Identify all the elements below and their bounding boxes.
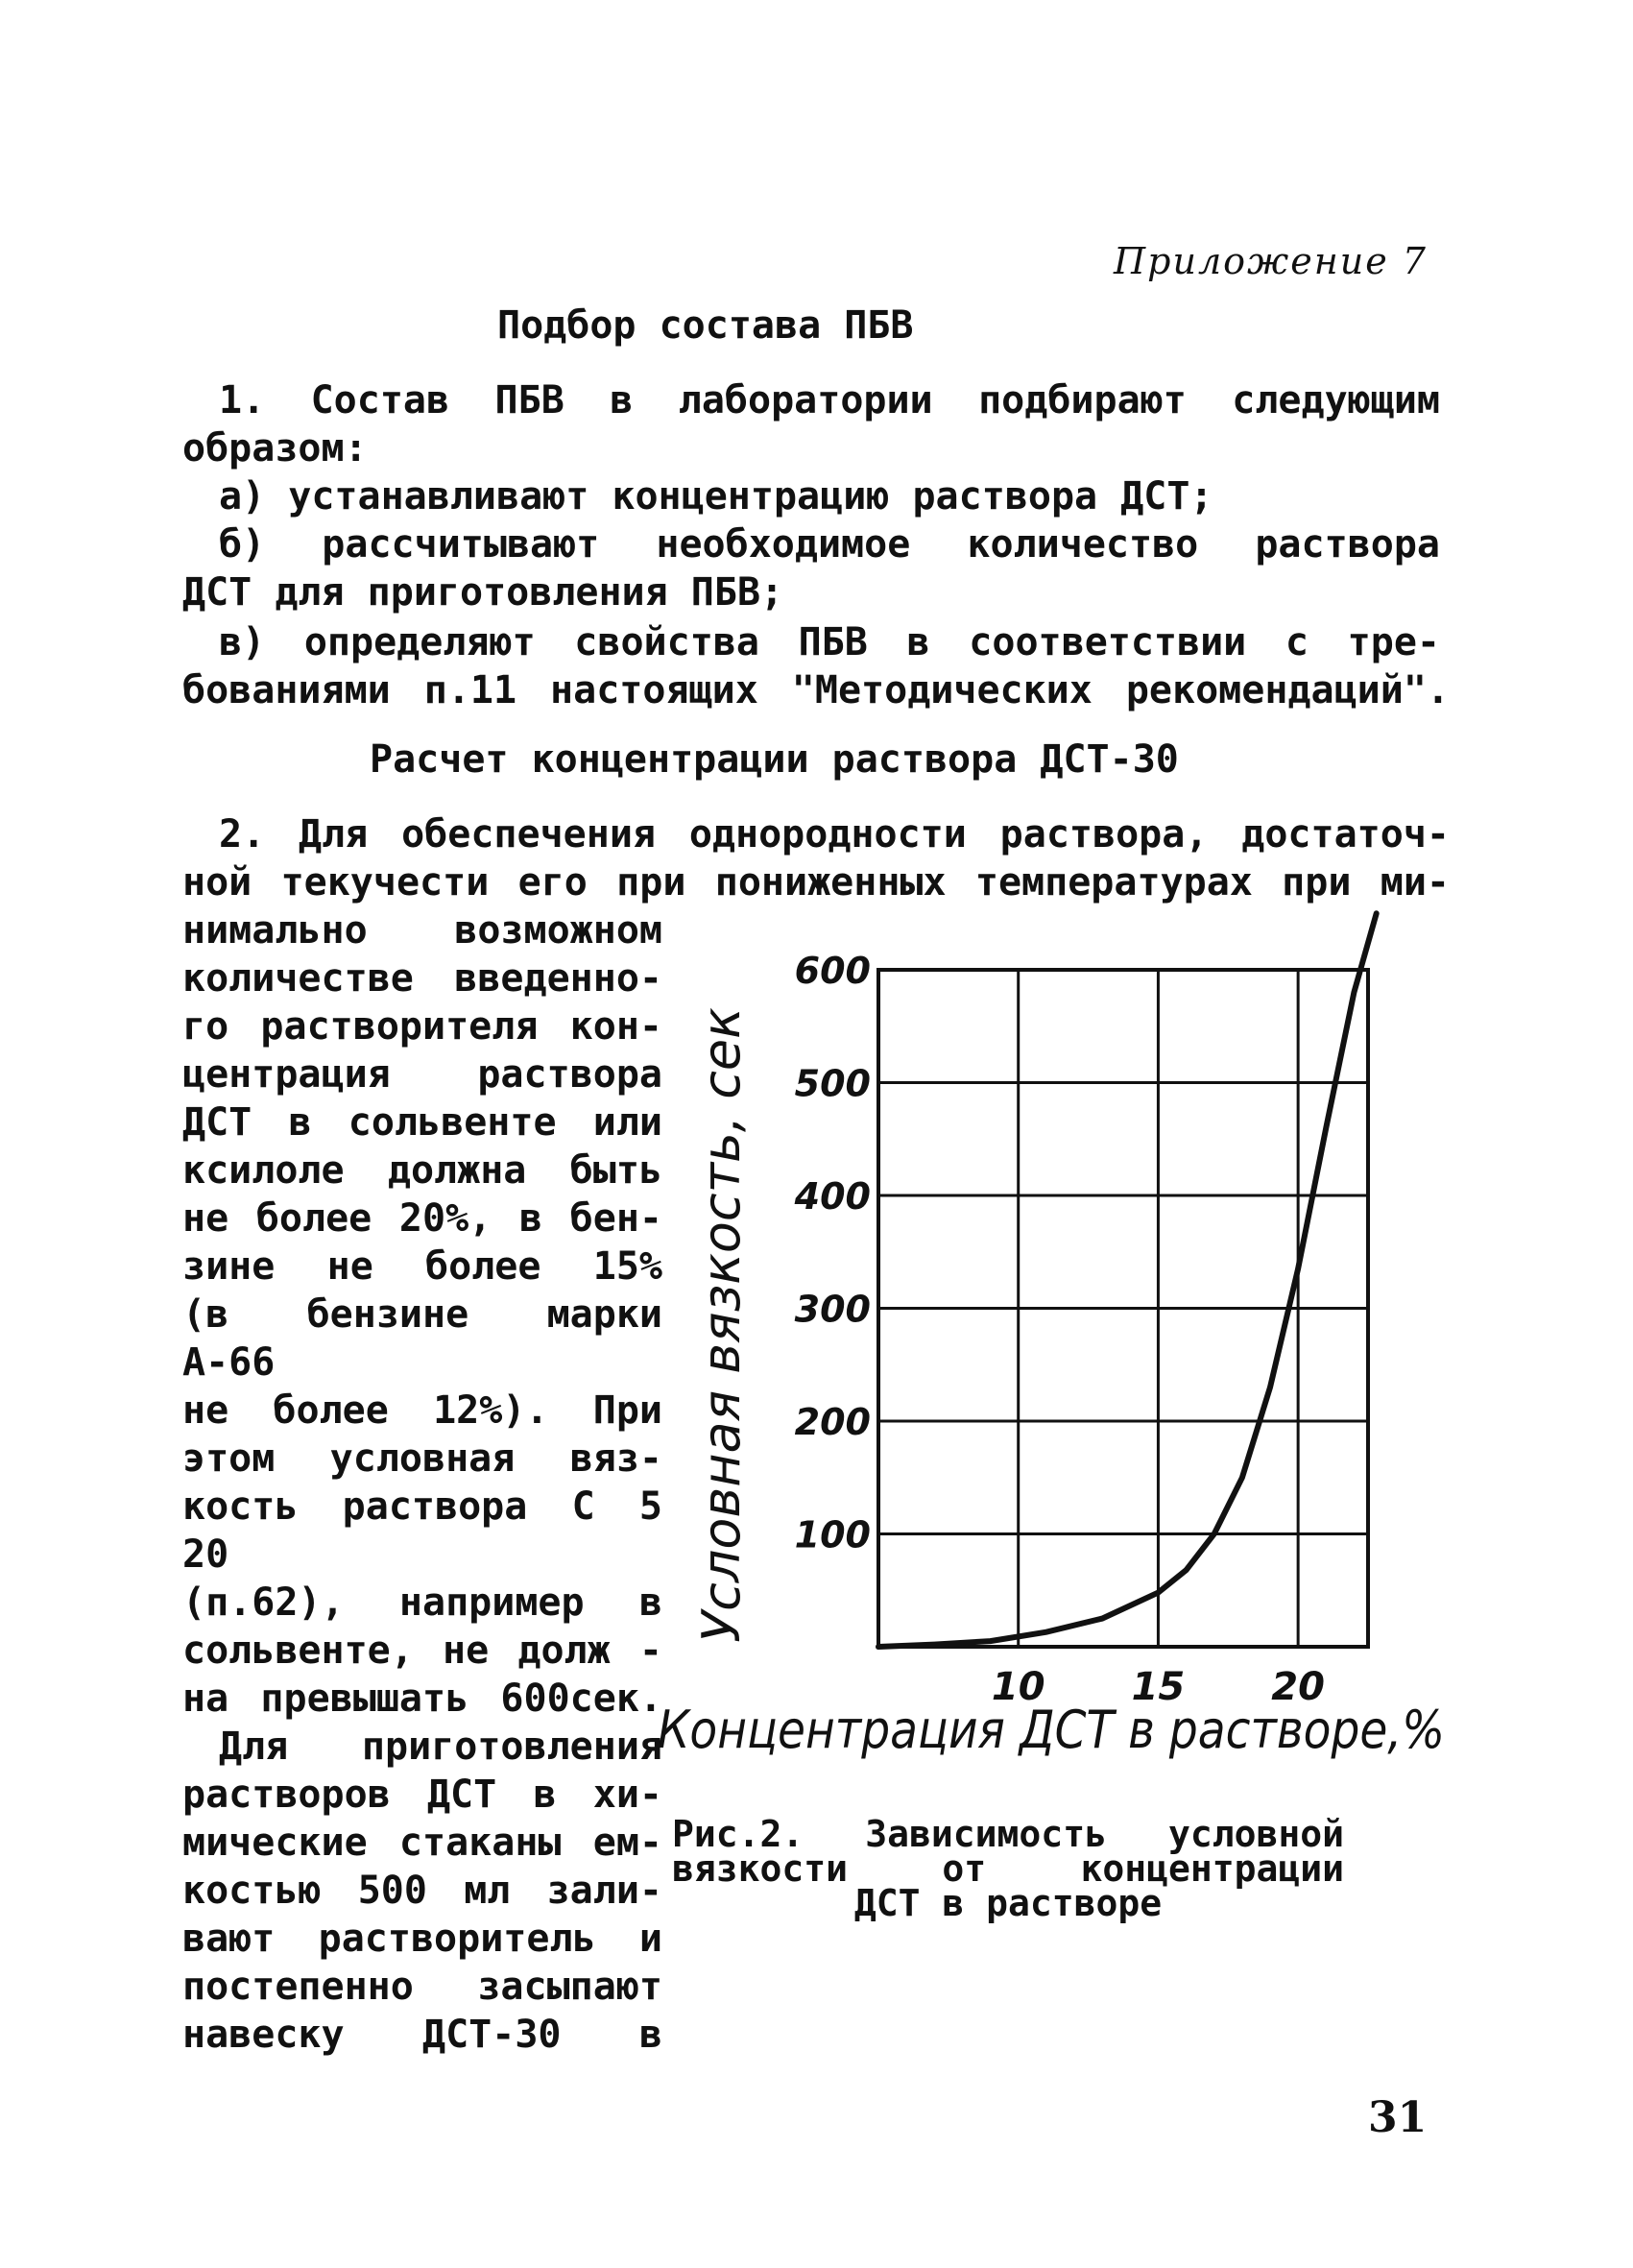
caption-line-1: Рис.2. Зависимость условной: [672, 1813, 1344, 1855]
column-line: кость раствора С 5 20: [182, 1484, 662, 1577]
x-tick-label: 15: [1131, 1665, 1186, 1709]
x-tick-label: 10: [991, 1665, 1045, 1709]
item-2-line1: 2. Для обеспечения однородности раствора, достаточ-: [219, 812, 1450, 857]
column-line: го растворителя кон-: [182, 1004, 662, 1049]
item-a: а) устанавливают концентрацию раствора ДСТ;: [219, 474, 1213, 519]
column-line: ДСТ в сольвенте или: [182, 1100, 662, 1145]
column-line: на превышать 600сек.: [182, 1677, 662, 1721]
y-tick-label: 500: [794, 1062, 871, 1105]
item-2-line2: ной текучести его при пониженных температурах при ми-: [182, 860, 1450, 905]
column-line: центрация раствора: [182, 1052, 662, 1097]
page-number: 31: [1368, 2093, 1428, 2142]
text-column: [182, 906, 662, 2059]
column-line: вают растворитель и: [182, 1917, 662, 1961]
y-tick-label: 200: [794, 1401, 871, 1443]
item-c-line1: в) определяют свойства ПБВ в соответствии с тре-: [219, 620, 1440, 664]
column-line: (в бензине марки А-66: [182, 1292, 662, 1385]
figure-caption: [672, 1813, 1344, 1924]
x-axis-label: Концентрация ДСТ в растворе,%: [658, 1700, 1445, 1760]
y-tick-label: 400: [794, 1175, 871, 1218]
column-line: нимально возможном: [182, 908, 662, 953]
item-b-line2: ДСТ для приготовления ПБВ;: [182, 570, 784, 615]
column-line: мические стаканы ем-: [182, 1821, 662, 1865]
caption-line-2: вязкости от концентрации: [672, 1847, 1344, 1890]
y-tick-label: 300: [794, 1288, 871, 1331]
column-line: постепенно засыпают: [182, 1965, 662, 2009]
chart-grid: [878, 970, 1368, 1647]
column-line: ксилоле должна быть: [182, 1148, 662, 1193]
column-line: количестве введенно-: [182, 956, 662, 1001]
item-c-line2: бованиями п.11 настоящих "Методических рекомендаций".: [182, 668, 1450, 712]
viscosity-chart: [658, 903, 1469, 1760]
column-line: навеску ДСТ-30 в: [182, 2013, 662, 2057]
column-line: зине не более 15%: [182, 1244, 662, 1289]
column-line: не более 20%, в бен-: [182, 1196, 662, 1241]
column-line: (п.62), например в: [182, 1580, 662, 1625]
item-1-line2: образом:: [182, 426, 368, 470]
y-tick-labels: [794, 950, 871, 1556]
column-line: не более 12%). При: [182, 1388, 662, 1433]
y-tick-label: 600: [794, 950, 871, 992]
heading-calculation: Расчет концентрации раствора ДСТ-30: [370, 737, 1179, 782]
item-1-line1: 1. Состав ПБВ в лаборатории подбирают следующим: [219, 378, 1440, 422]
caption-line-3: ДСТ в растворе: [853, 1882, 1163, 1924]
column-line: Для приготовления: [219, 1725, 662, 1769]
column-line: костью 500 мл зали-: [182, 1869, 662, 1913]
y-tick-label: 100: [794, 1513, 871, 1556]
item-b-line1: б) рассчитывают необходимое количество раствора: [219, 522, 1440, 567]
heading-selection: Подбор состава ПБВ: [497, 303, 914, 348]
column-line: этом условная вяз-: [182, 1436, 662, 1481]
appendix-label: Приложение 7: [1114, 240, 1428, 282]
y-axis-label: Условная вязкость, сек: [691, 1007, 752, 1643]
viscosity-curve: [878, 913, 1377, 1647]
column-line: растворов ДСТ в хи-: [182, 1773, 662, 1817]
column-line: сольвенте, не долж -: [182, 1629, 662, 1673]
x-tick-label: 20: [1271, 1665, 1325, 1709]
